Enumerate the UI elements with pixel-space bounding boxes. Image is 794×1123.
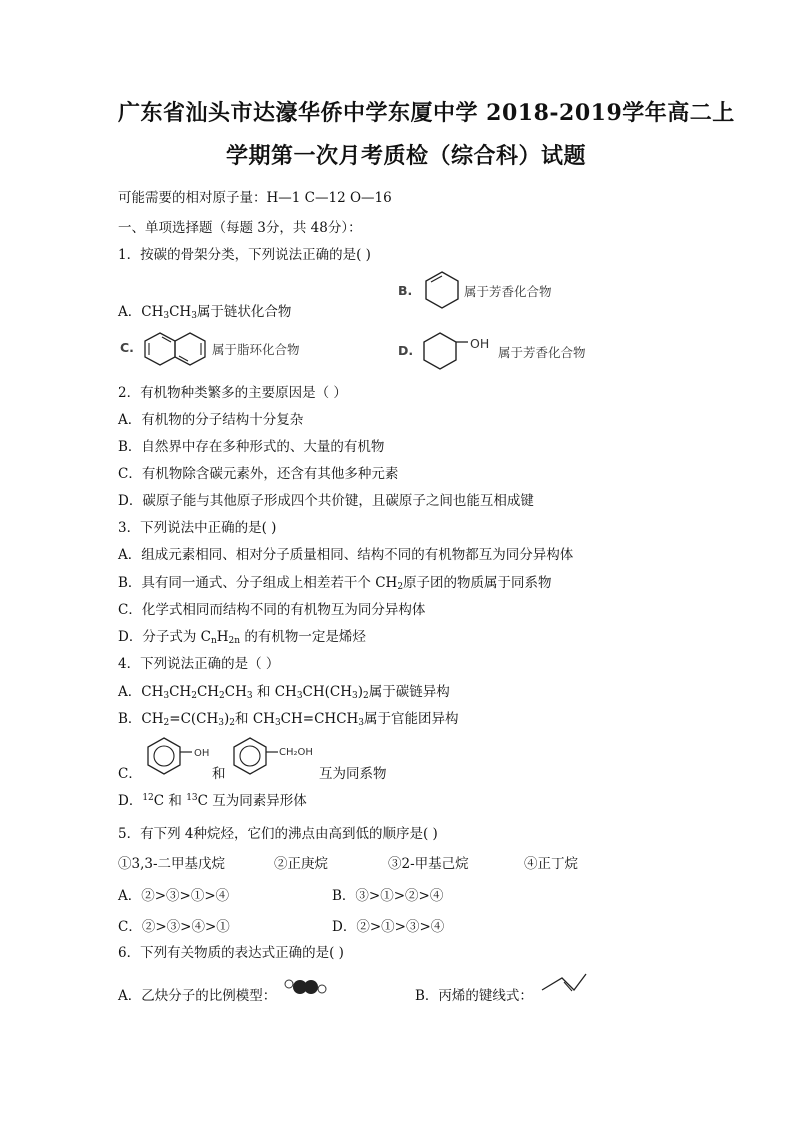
q6-option-b: B．丙烯的键线式：	[415, 988, 533, 1004]
q4-c-label: C．	[118, 766, 142, 782]
q5-stem: 5．有下列 4种烷烃，它们的沸点由高到低的顺序是( )	[118, 826, 438, 842]
acetylene-model-icon	[284, 976, 328, 998]
atomic-masses: 可能需要的相对原子量：H—1 C—12 O—16	[118, 190, 392, 206]
title-line-1: 广东省汕头市达濠华侨中学东厦中学 2018-2019学年高二上	[118, 100, 735, 126]
q5-option-a: A．②>③>①>④	[118, 888, 230, 904]
q5-option-d: D．②>①>③>④	[332, 919, 445, 935]
q4-c-and: 和	[212, 766, 226, 782]
q1-d-oh: OH	[470, 336, 490, 351]
benzyl-alcohol-icon	[232, 736, 282, 776]
q2-option-c: C．有机物除含碳元素外，还含有其他多种元素	[118, 466, 399, 482]
q4-option-a: A．$CH_3CH_2CH_2CH_3$ 和 $CH_3CH(CH_3)_2$属于碳链异构	[118, 684, 450, 701]
q3-option-d: D．分子式为 $C_nH_{2n}$ 的有机物一定是烯烃	[118, 629, 366, 646]
q2-stem: 2．有机物种类繁多的主要原因是（ ）	[118, 385, 347, 401]
title-line-2: 学期第一次月考质检（综合科）试题	[226, 143, 587, 169]
q6-option-a: A．乙炔分子的比例模型：	[118, 988, 277, 1004]
q1-c-label: C.	[120, 340, 134, 355]
q5-item-3: ③2-甲基己烷	[388, 856, 469, 872]
q4-c-oh: OH	[194, 748, 210, 759]
q1-b-text: 属于芳香化合物	[464, 284, 552, 299]
q2-option-b: B．自然界中存在多种形式的、大量的有机物	[118, 439, 385, 455]
q5-option-c: C．②>③>④>①	[118, 919, 230, 935]
section-heading: 一、单项选择题（每题 3分，共 48分）：	[118, 220, 362, 236]
naphthalene-icon	[143, 330, 209, 368]
q5-item-2: ②正庚烷	[274, 856, 328, 872]
cyclohexanol-icon	[420, 330, 470, 372]
q1-option-a: A．$CH_3CH_3$属于链状化合物	[118, 304, 292, 321]
q1-b-label: B.	[398, 283, 413, 298]
q3-stem: 3．下列说法中正确的是( )	[118, 520, 277, 536]
q5-option-b: B．③>①>②>④	[332, 888, 444, 904]
q2-option-d: D．碳原子能与其他原子形成四个共价键，且碳原子之间也能互相成键	[118, 493, 534, 509]
q5-item-1: ①3,3-二甲基戊烷	[118, 856, 226, 872]
q4-c-text: 互为同系物	[319, 766, 387, 782]
q5-item-4: ④正丁烷	[524, 856, 578, 872]
q4-option-d: D．$^{12}$C 和 $^{13}$C 互为同素异形体	[118, 793, 307, 809]
q4-c-ch2oh: CH₂OH	[279, 747, 313, 758]
q1-stem: 1．按碳的骨架分类，下列说法正确的是( )	[118, 247, 371, 263]
phenol-icon	[146, 736, 196, 776]
q3-option-b: B．具有同一通式、分子组成上相差若干个 $CH_2$原子团的物质属于同系物	[118, 575, 552, 592]
q4-stem: 4．下列说法正确的是（ ）	[118, 656, 280, 672]
q1-d-label: D.	[398, 343, 414, 358]
propene-skeletal-icon	[540, 972, 588, 994]
q4-option-b: B．$CH_2=C(CH_3)_2$和 $CH_3CH=CHCH_3$属于官能团异构	[118, 711, 459, 728]
q6-stem: 6．下列有关物质的表达式正确的是( )	[118, 945, 344, 961]
q3-option-c: C．化学式相同而结构不同的有机物互为同分异构体	[118, 602, 426, 618]
q1-c-text: 属于脂环化合物	[212, 342, 300, 357]
q1-d-text: 属于芳香化合物	[498, 345, 586, 360]
q2-option-a: A．有机物的分子结构十分复杂	[118, 412, 304, 428]
q3-option-a: A．组成元素相同、相对分子质量相同、结构不同的有机物都互为同分异构体	[118, 547, 574, 563]
cyclohexene-icon	[422, 270, 462, 310]
